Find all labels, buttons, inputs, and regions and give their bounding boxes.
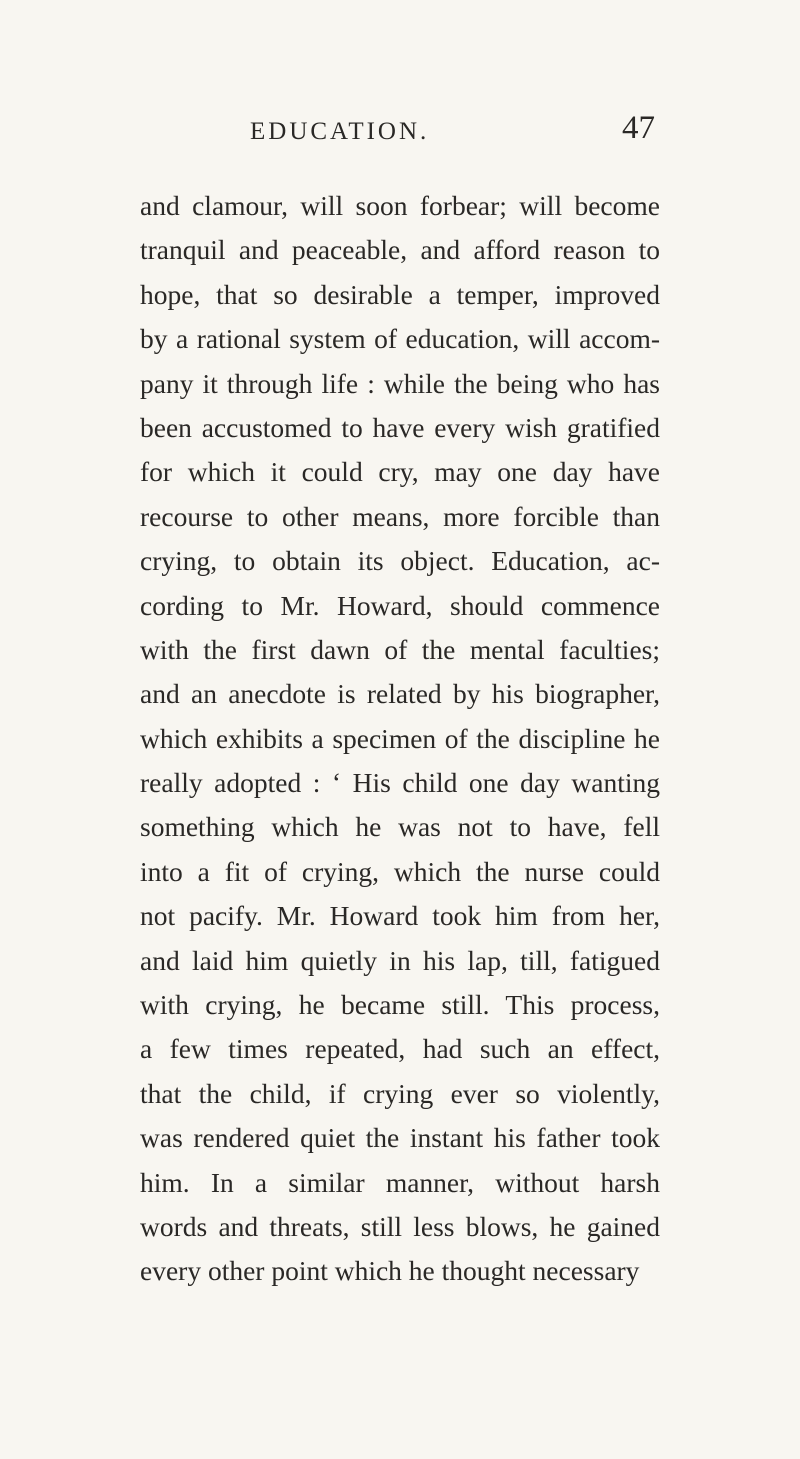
text-line: something which he was not to have, fell [140, 811, 660, 843]
text-line: him. In a similar manner, without harsh [140, 1166, 660, 1198]
text-line: which exhibits a specimen of the discipline he [140, 722, 660, 754]
text-line: not pacify. Mr. Howard took him from her, [140, 900, 660, 932]
text-line: really adopted : ‘ His child one day wanting [140, 767, 660, 799]
body-text [140, 184, 660, 1294]
page-number: 47 [622, 110, 655, 146]
text-line: tranquil and peaceable, and afford reason to [140, 234, 660, 266]
text-line: for which it could cry, may one day have [140, 456, 660, 488]
text-line: pany it through life : while the being who has [140, 367, 660, 399]
text-line: recourse to other means, more forcible than [140, 500, 660, 532]
text-line: cording to Mr. Howard, should commence [140, 589, 660, 621]
text-line: words and threats, still less blows, he gained [140, 1210, 660, 1242]
text-line: with crying, he became still. This process, [140, 989, 660, 1021]
text-line: was rendered quiet the instant his father took [140, 1122, 660, 1154]
text-line: and clamour, will soon forbear; will become [140, 190, 660, 221]
text-line: with the first dawn of the mental faculties; [140, 633, 660, 665]
text-line: hope, that so desirable a temper, improved [140, 278, 660, 310]
text-line: that the child, if crying ever so violently, [140, 1077, 660, 1109]
text-line: been accustomed to have every wish gratified [140, 411, 660, 443]
running-head [140, 110, 655, 160]
text-line: crying, to obtain its object. Education, ac- [140, 545, 660, 577]
running-title: EDUCATION. [250, 118, 430, 145]
text-line: a few times repeated, had such an effect, [140, 1033, 660, 1065]
text-line: into a fit of crying, which the nurse could [140, 855, 660, 887]
text-line: every other point which he thought necessary [140, 1255, 640, 1287]
text-line: and laid him quietly in his lap, till, fatigued [140, 944, 660, 976]
text-line: and an anecdote is related by his biographer, [140, 678, 660, 710]
text-line: by a rational system of education, will accom- [140, 323, 660, 355]
